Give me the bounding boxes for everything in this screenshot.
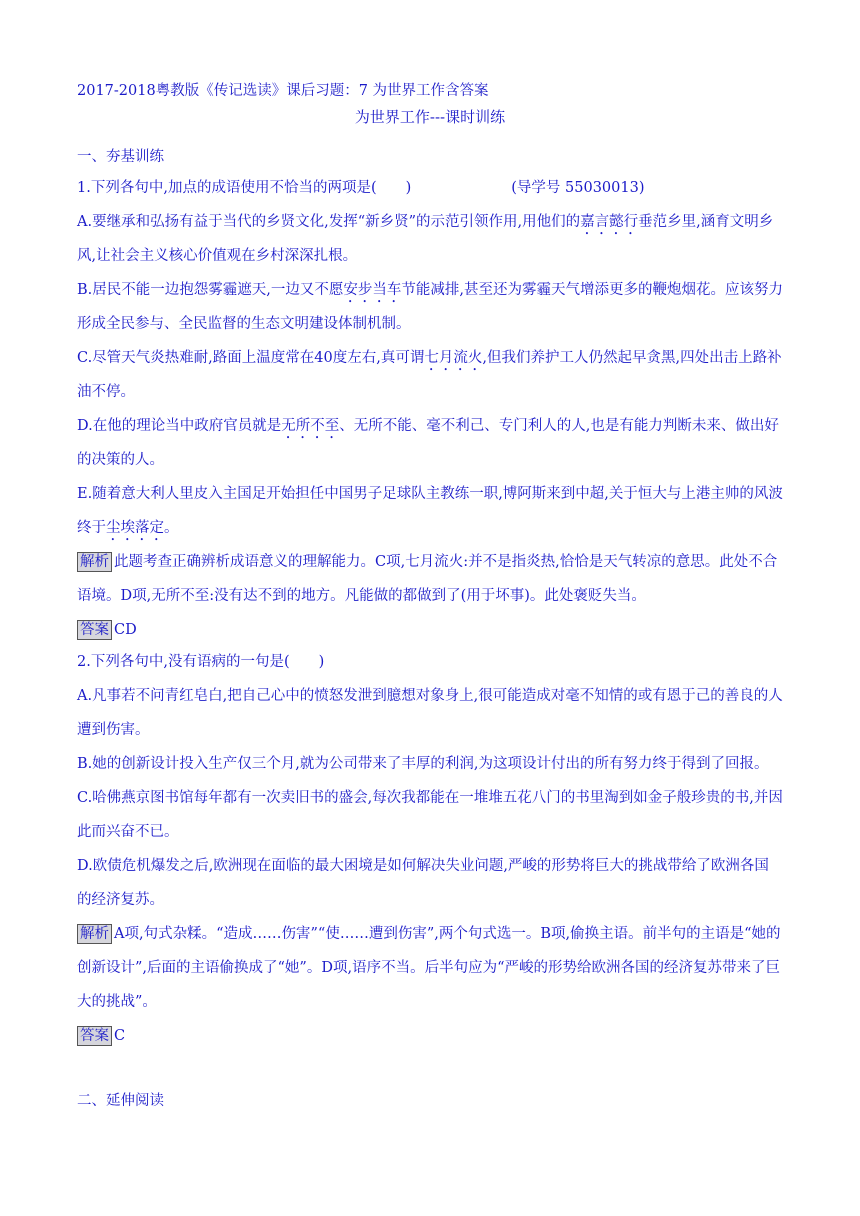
question-stem: 1.下列各句中,加点的成语使用不恰当的两项是( ) (导学号 55030013) <box>77 180 645 196</box>
option-d: D.在他的理论当中政府官员就是无所不至、无所不能、毫不利己、专门利人的人,也是有能力判断未来、做出好的决策的人。 <box>77 418 779 468</box>
answer-label: 答案 <box>77 1026 112 1046</box>
option-c: C.哈佛燕京图书馆每年都有一次卖旧书的盛会,每次我都能在一堆堆五花八门的书里淘到如金子般珍贵的书,并因此而兴奋不已。 <box>77 790 783 840</box>
dotted-idiom: 七月流火 <box>424 350 483 366</box>
question-2 <box>77 645 783 1053</box>
analysis-label: 解析 <box>77 552 112 572</box>
analysis: 解析 A项,句式杂糅。“造成……伤害”“使……遭到伤害”,两个句式选一。B项,偷换主语。前半句的主语是“她的创新设计”,后面的主语偷换成了“她”。D项,语序不当。后半句应为“严峻的形势给欧洲各国的经济复苏带来了巨大的挑战”。 <box>77 926 781 1010</box>
dotted-idiom: 无所不至 <box>281 418 340 434</box>
option-e: E.随着意大利人里皮入主国足开始担任中国男子足球队主教练一职,博阿斯来到中超,关于恒大与上港主帅的风波终于尘埃落定。 <box>77 486 783 536</box>
question-1 <box>77 171 783 647</box>
section-heading-1: 一、夯基训练 <box>77 149 164 165</box>
question-stem: 2.下列各句中,没有语病的一句是( ) <box>77 654 325 670</box>
option-b: B.居民不能一边抱怨雾霾遮天,一边又不愿安步当车节能减排,甚至还为雾霾天气增添更多的鞭炮烟花。应该努力形成全民参与、全民监督的生态文明建设体制机制。 <box>77 282 783 332</box>
option-a: A.凡事若不问青红皂白,把自己心中的愤怒发泄到臆想对象身上,很可能造成对毫不知情的或有恩于己的善良的人遭到伤害。 <box>77 688 783 738</box>
dotted-idiom: 尘埃落定 <box>106 520 164 536</box>
reference-number: (导学号 55030013) <box>511 180 645 196</box>
answer: 答案 CD <box>77 613 783 647</box>
section-heading-2: 二、延伸阅读 <box>77 1093 164 1109</box>
option-d: D.欧债危机爆发之后,欧洲现在面临的最大困境是如何解决失业问题,严峻的形势将巨大的挑战带给了欧洲各国的经济复苏。 <box>77 858 769 908</box>
answer-label: 答案 <box>77 620 112 640</box>
analysis-label: 解析 <box>77 924 112 944</box>
doc-subtitle: 为世界工作---课时训练 <box>354 108 506 126</box>
answer: 答案 C <box>77 1019 783 1053</box>
option-a: A.要继承和弘扬有益于当代的乡贤文化,发挥“新乡贤”的示范引领作用,用他们的嘉言懿行垂范乡里,涵育文明乡风,让社会主义核心价值观在乡村深深扎根。 <box>77 214 774 264</box>
analysis: 解析 此题考查正确辨析成语意义的理解能力。C项,七月流火:并不是指炎热,恰恰是天气转凉的意思。此处不合语境。D项,无所不至:没有达不到的地方。凡能做的都做到了(用于坏事)。此处褒贬失当。 <box>77 554 778 604</box>
dotted-idiom: 嘉言懿行 <box>580 214 639 230</box>
option-b: B.她的创新设计投入生产仅三个月,就为公司带来了丰厚的利润,为这项设计付出的所有努力终于得到了回报。 <box>77 756 769 772</box>
dotted-idiom: 安步当车 <box>343 282 402 298</box>
doc-header: 2017-2018粤教版《传记选读》课后习题：7 为世界工作含答案 <box>77 83 489 99</box>
option-c: C.尽管天气炎热难耐,路面上温度常在40度左右,真可谓七月流火,但我们养护工人仍然起早贪黑,四处出击上路补油不停。 <box>77 350 782 400</box>
